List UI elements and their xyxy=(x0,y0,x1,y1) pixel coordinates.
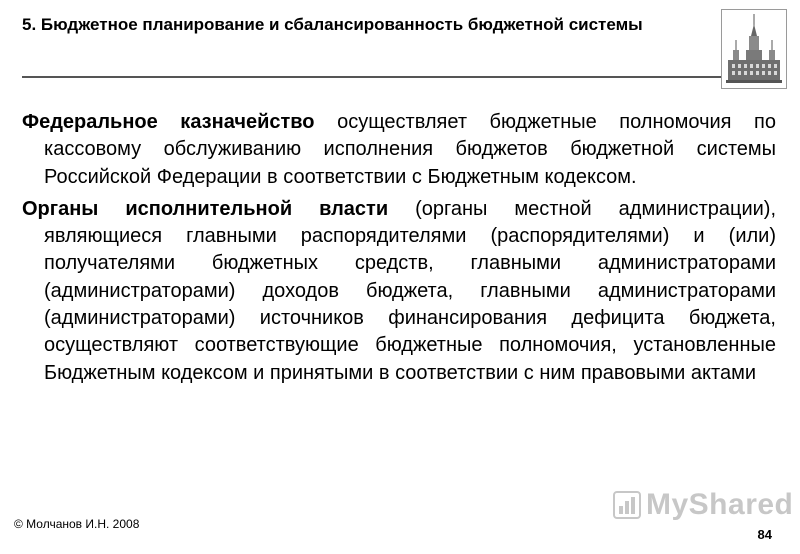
page-number: 84 xyxy=(757,527,772,542)
paragraph-executive-bodies xyxy=(22,196,776,387)
watermark-text: MyShared xyxy=(646,488,794,521)
slide-title: 5. Бюджетное планирование и сбалансированность бюджетной системы xyxy=(22,15,643,34)
watermark-icon xyxy=(612,490,642,520)
paragraph-text: осуществляет бюджетные полномочия по кассовому обслуживанию исполнения бюджетов бюджетной системы Российской Федерации в соответствии с Бюджетным кодексом. xyxy=(44,111,776,188)
paragraph-term: Федеральное казначейство xyxy=(22,111,315,133)
paragraph-text: (органы местной администрации), являющиеся главными распорядителями (распорядителями) и (или) получателями бюджетных средств, главными администраторами (администраторами) доходов бюджета, главными администраторами (администраторами) источников финансирования дефицита бюджета, осуществляют соответствующие бюджетные полномочия, установленные Бюджетным кодексом и принятыми в соответствии с ним правовыми актами xyxy=(44,197,777,384)
paragraph-treasury xyxy=(22,109,776,191)
title-divider xyxy=(22,76,722,78)
copyright-footer: © Молчанов И.Н. 2008 xyxy=(14,517,140,531)
slide-content xyxy=(22,109,776,392)
paragraph-term: Органы исполнительной власти xyxy=(22,197,389,220)
university-building-icon xyxy=(721,9,787,89)
watermark xyxy=(612,488,793,522)
